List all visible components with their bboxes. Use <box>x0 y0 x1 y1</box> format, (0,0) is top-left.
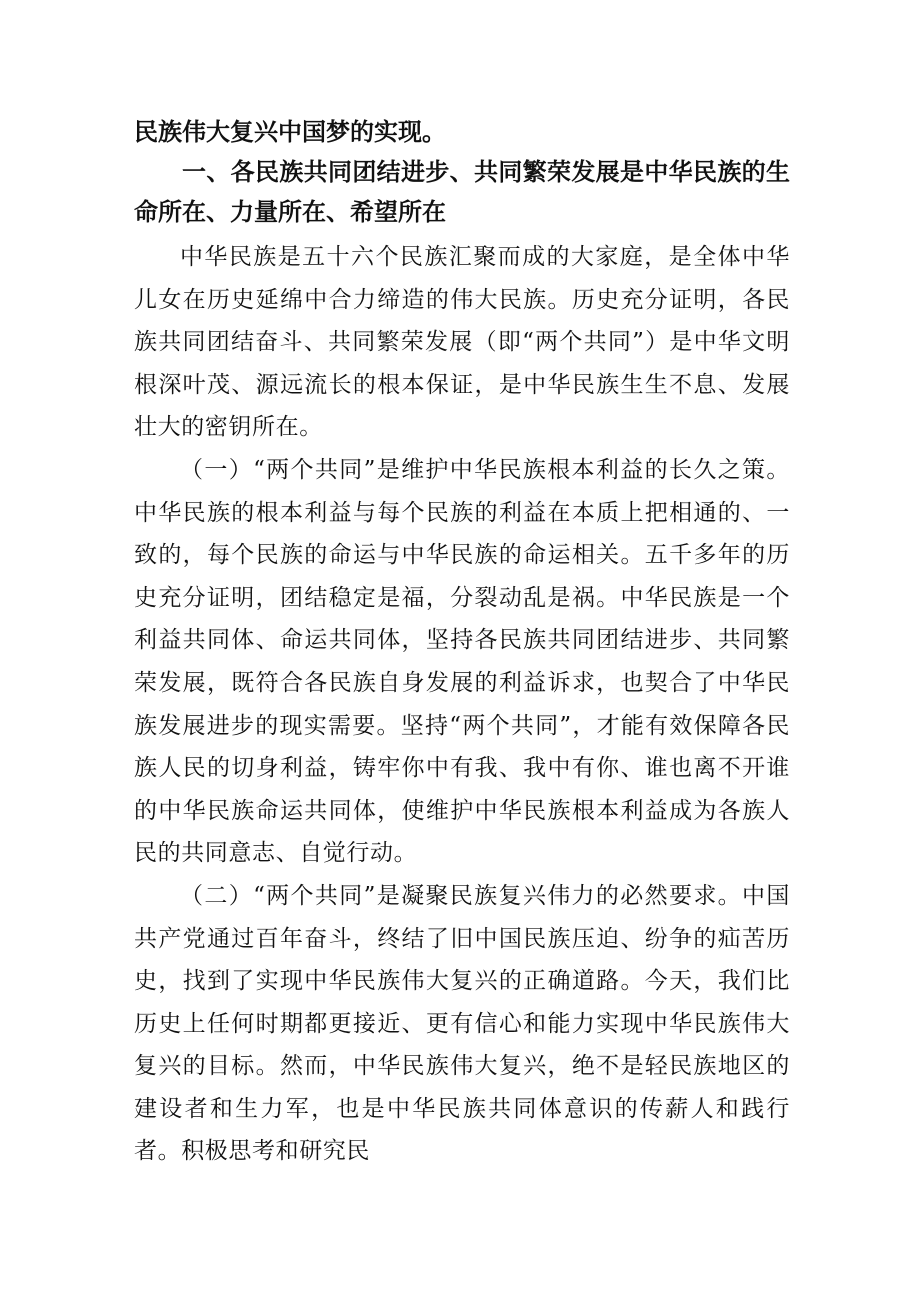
paragraph-one: （一）“两个共同”是维护中华民族根本利益的长久之策。中华民族的根本利益与每个民族的利益在本质上把相通的、一致的，每个民族的命运与中华民族的命运相关。五千多年的历史充分证明，团结稳定是福，分裂动乱是祸。中华民族是一个利益共同体、命运共同体，坚持各民族共同团结进步、共同繁荣发展，既符合各民族自身发展的利益诉求，也契合了中华民族发展进步的现实需要。坚持“两个共同”，才能有效保障各民族人民的切身利益，铸牢你中有我、我中有你、谁也离不开谁的中华民族命运共同体，使维护中华民族根本利益成为各族人民的共同意志、自觉行动。 <box>134 456 790 867</box>
lead-line: 民族伟大复兴中国梦的实现。 <box>134 118 446 146</box>
document-body <box>134 112 790 1173</box>
paragraph-two: （二）“两个共同”是凝聚民族复兴伟力的必然要求。中国共产党通过百年奋斗，终结了旧中国民族压迫、纷争的疝苦历史，找到了实现中华民族伟大复兴的正确道路。今天，我们比历史上任何时期都更接近、更有信心和能力实现中华民族伟大复兴的目标。然而，中华民族伟大复兴，绝不是轻民族地区的建设者和生力军，也是中华民族共同体意识的传薪人和践行者。积极思考和研究民 <box>134 882 790 1165</box>
section-heading: 一、各民族共同团结进步、共同繁荣发展是中华民族的生命所在、力量所在、希望所在 <box>134 158 790 226</box>
paragraph-intro: 中华民族是五十六个民族汇聚而成的大家庭，是全体中华儿女在历史延绵中合力缔造的伟大民族。历史充分证明，各民族共同团结奋斗、共同繁荣发展（即“两个共同”）是中华文明根深叶茂、源远流长的根本保证，是中华民族生生不息、发展壮大的密钥所在。 <box>134 244 790 441</box>
